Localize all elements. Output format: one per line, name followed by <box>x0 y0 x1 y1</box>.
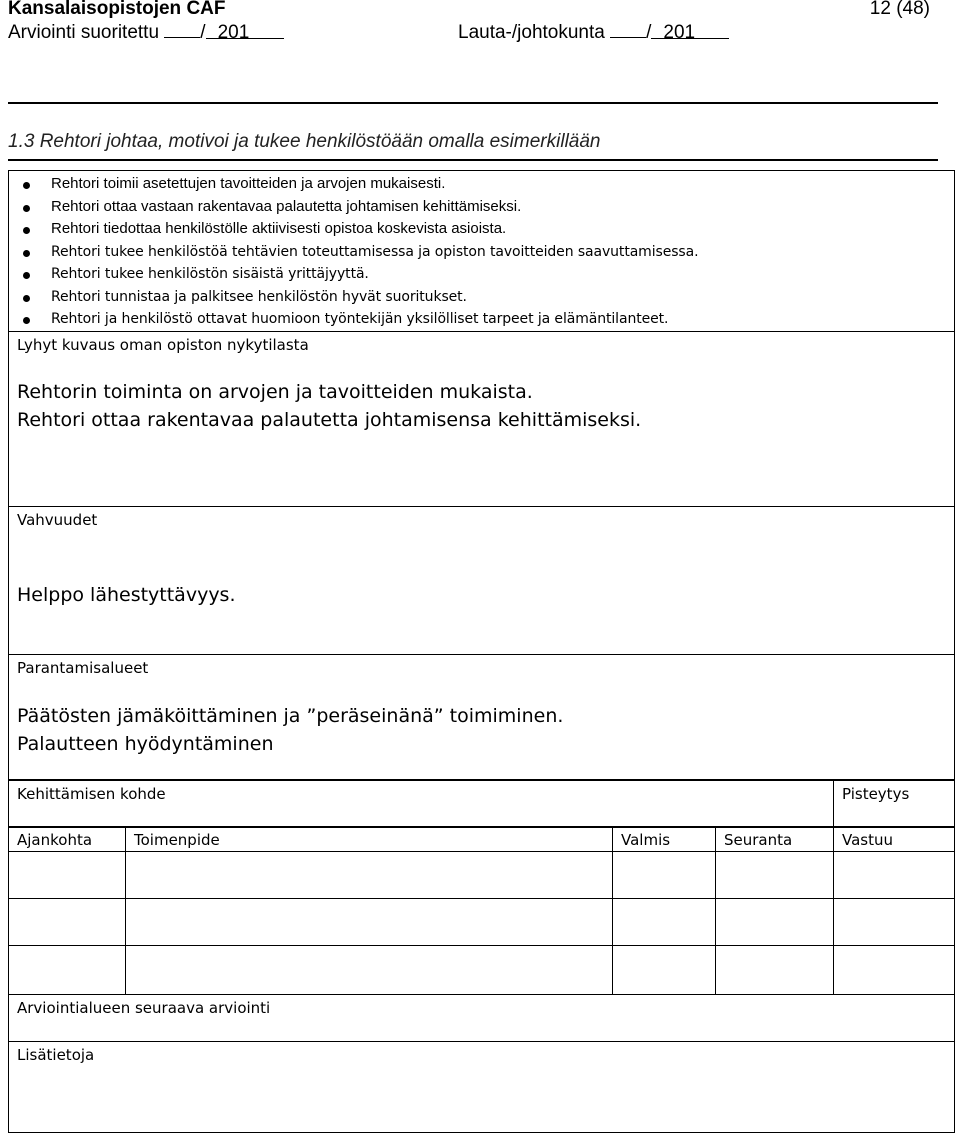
development-target-cell[interactable] <box>8 779 834 827</box>
table-cell[interactable] <box>612 851 716 899</box>
table-cell[interactable] <box>8 851 126 899</box>
header-divider <box>8 102 938 104</box>
table-cell[interactable] <box>833 851 955 899</box>
criteria-item: Rehtori tunnistaa ja palkitsee henkilöstön hyvät suoritukset. <box>9 286 698 309</box>
table-cell[interactable] <box>125 851 613 899</box>
strengths-label: Vahvuudet <box>17 511 98 529</box>
criteria-item: Rehtori toimii asetettujen tavoitteiden ja arvojen mukaisesti. <box>9 173 698 196</box>
strengths-text: Helppo lähestyttävyys. <box>17 584 236 606</box>
criteria-list <box>9 173 698 331</box>
section-title: 1.3 Rehtori johtaa, motivoi ja tukee henkilöstöään omalla esimerkillään <box>8 131 601 152</box>
table-cell[interactable] <box>833 945 955 995</box>
current-state-label: Lyhyt kuvaus oman opiston nykytilasta <box>17 336 309 354</box>
strengths-section[interactable] <box>8 506 955 655</box>
table-cell[interactable] <box>125 898 613 946</box>
table-cell[interactable] <box>125 945 613 995</box>
criteria-item: Rehtori ottaa vastaan rakentavaa palautetta johtamisen kehittämiseksi. <box>9 196 698 219</box>
score-label: Pisteytys <box>842 785 910 803</box>
criteria-item: Rehtori tukee henkilöstöä tehtävien toteuttamisessa ja opiston tavoitteiden saavuttamisessa. <box>9 241 698 264</box>
improvements-section[interactable] <box>8 654 955 780</box>
current-state-text: Rehtorin toiminta on arvojen ja tavoitteiden mukaista. <box>17 381 533 403</box>
current-state-text: Rehtori ottaa rakentavaa palautetta johtamisensa kehittämiseksi. <box>17 409 642 431</box>
board-date-row: Lauta-/johtokunta / 201 <box>458 21 729 44</box>
improvements-label: Parantamisalueet <box>17 659 149 677</box>
board-year-blank[interactable]: 201 <box>651 22 729 39</box>
table-cell[interactable] <box>612 945 716 995</box>
board-label: Lauta-/johtokunta <box>458 22 605 43</box>
table-cell[interactable] <box>715 851 834 899</box>
page-number: 12 (48) <box>869 0 930 19</box>
development-target-label: Kehittämisen kohde <box>17 785 166 803</box>
table-cell[interactable] <box>612 898 716 946</box>
document-title: Kansalaisopistojen CAF <box>8 0 226 19</box>
table-cell[interactable] <box>8 945 126 995</box>
table-cell[interactable] <box>8 898 126 946</box>
next-evaluation-label: Arviointialueen seuraava arviointi <box>17 999 271 1017</box>
criteria-item: Rehtori ja henkilöstö ottavat huomioon työntekijän yksilölliset tarpeet ja elämäntilanteet. <box>9 308 698 331</box>
additional-info-cell[interactable] <box>8 1041 955 1133</box>
table-cell[interactable] <box>715 945 834 995</box>
improvements-text: Päätösten jämäköittäminen ja ”peräseinänä” toimiminen. <box>17 705 564 727</box>
column-header-action: Toimenpide <box>125 826 613 852</box>
column-header-responsible: Vastuu <box>833 826 955 852</box>
improvements-text: Palautteen hyödyntäminen <box>17 733 274 755</box>
evaluated-day-blank[interactable] <box>164 21 200 38</box>
current-state-section[interactable] <box>8 331 955 507</box>
criteria-item: Rehtori tukee henkilöstön sisäistä yrittäjyyttä. <box>9 263 698 286</box>
evaluation-date-row: Arviointi suoritettu / 201 <box>8 21 284 44</box>
column-header-timing: Ajankohta <box>8 826 126 852</box>
table-cell[interactable] <box>833 898 955 946</box>
evaluated-year-blank[interactable]: 201 <box>206 22 284 39</box>
criteria-box <box>8 170 955 332</box>
criteria-item: Rehtori tiedottaa henkilöstölle aktiivisesti opistoa koskevista asioista. <box>9 218 698 241</box>
column-header-follow-up: Seuranta <box>715 826 834 852</box>
score-cell[interactable] <box>833 779 955 827</box>
table-cell[interactable] <box>715 898 834 946</box>
board-day-blank[interactable] <box>610 21 646 38</box>
evaluated-label: Arviointi suoritettu <box>8 22 160 43</box>
additional-info-label: Lisätietoja <box>17 1046 95 1064</box>
column-header-done: Valmis <box>612 826 716 852</box>
section-divider <box>8 159 938 161</box>
next-evaluation-cell[interactable] <box>8 994 955 1042</box>
